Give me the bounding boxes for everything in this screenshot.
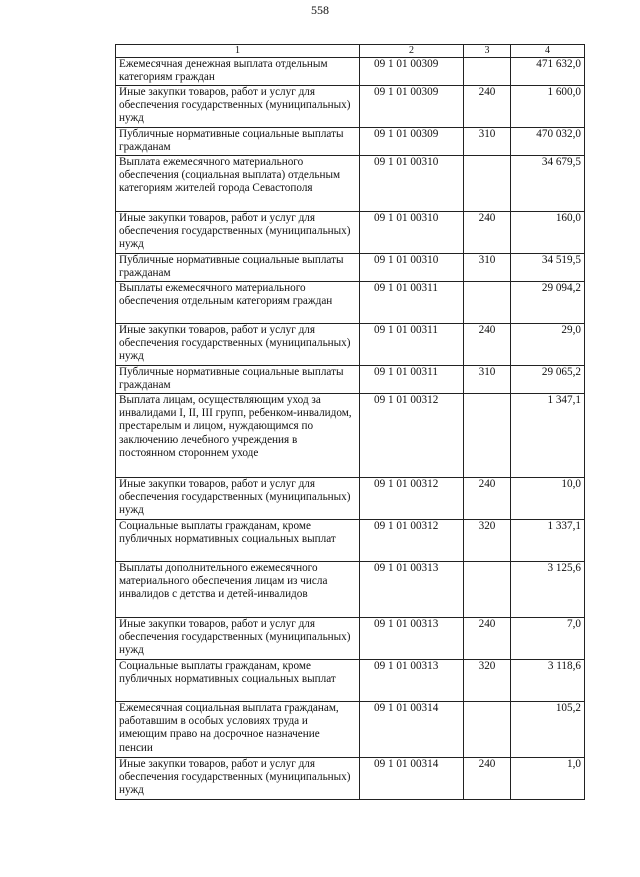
row-code: 09 1 01 00311 — [360, 366, 464, 394]
row-expense-type: 320 — [464, 660, 511, 702]
table-row — [116, 212, 585, 254]
row-amount: 3 118,6 — [511, 660, 585, 702]
table-row — [116, 324, 585, 366]
row-expense-type: 240 — [464, 324, 511, 366]
table-row — [116, 156, 585, 212]
column-number-row — [116, 45, 585, 58]
table-row — [116, 128, 585, 156]
row-amount: 105,2 — [511, 702, 585, 758]
row-expense-type — [464, 58, 511, 86]
row-amount: 7,0 — [511, 618, 585, 660]
row-name: Ежемесячная денежная выплата отдельным категориям граждан — [116, 58, 360, 86]
row-code: 09 1 01 00310 — [360, 212, 464, 254]
row-amount: 29 065,2 — [511, 366, 585, 394]
table-row — [116, 562, 585, 618]
table-row — [116, 618, 585, 660]
row-amount: 3 125,6 — [511, 562, 585, 618]
row-code: 09 1 01 00314 — [360, 702, 464, 758]
table-row — [116, 520, 585, 562]
row-code: 09 1 01 00312 — [360, 394, 464, 478]
row-expense-type: 240 — [464, 618, 511, 660]
row-code: 09 1 01 00309 — [360, 58, 464, 86]
row-expense-type — [464, 282, 511, 324]
row-amount: 29,0 — [511, 324, 585, 366]
row-expense-type — [464, 702, 511, 758]
table-row — [116, 86, 585, 128]
row-code: 09 1 01 00310 — [360, 156, 464, 212]
row-name: Выплата лицам, осуществляющим уход за инвалидами I, II, III групп, ребенком-инвалидом, престарелым и лицом, нуждающимся по заключению лечебного учреждения в постоянном стороннем уходе — [116, 394, 360, 478]
row-name: Социальные выплаты гражданам, кроме публичных нормативных социальных выплат — [116, 660, 360, 702]
table-row — [116, 254, 585, 282]
page-number: 558 — [311, 3, 329, 17]
row-expense-type: 240 — [464, 212, 511, 254]
row-name: Социальные выплаты гражданам, кроме публичных нормативных социальных выплат — [116, 520, 360, 562]
row-name: Иные закупки товаров, работ и услуг для обеспечения государственных (муниципальных) нужд — [116, 212, 360, 254]
row-name: Выплаты дополнительного ежемесячного материального обеспечения лицам из числа инвалидов с детства и детей-инвалидов — [116, 562, 360, 618]
column-number-3: 3 — [464, 45, 511, 58]
row-code: 09 1 01 00312 — [360, 478, 464, 520]
row-expense-type: 240 — [464, 478, 511, 520]
row-expense-type: 310 — [464, 366, 511, 394]
budget-table — [115, 44, 585, 800]
row-name: Иные закупки товаров, работ и услуг для обеспечения государственных (муниципальных) нужд — [116, 86, 360, 128]
row-code: 09 1 01 00310 — [360, 254, 464, 282]
row-name: Публичные нормативные социальные выплаты гражданам — [116, 128, 360, 156]
row-expense-type: 240 — [464, 758, 511, 800]
row-code: 09 1 01 00309 — [360, 86, 464, 128]
row-expense-type — [464, 156, 511, 212]
column-number-4: 4 — [511, 45, 585, 58]
row-code: 09 1 01 00313 — [360, 618, 464, 660]
row-code: 09 1 01 00311 — [360, 324, 464, 366]
table-row — [116, 702, 585, 758]
row-code: 09 1 01 00311 — [360, 282, 464, 324]
row-code: 09 1 01 00313 — [360, 562, 464, 618]
row-amount: 10,0 — [511, 478, 585, 520]
row-name: Выплата ежемесячного материального обеспечения (социальная выплата) отдельным категориям жителей города Севастополя — [116, 156, 360, 212]
table-row — [116, 758, 585, 800]
row-amount: 471 632,0 — [511, 58, 585, 86]
row-expense-type: 310 — [464, 128, 511, 156]
row-name: Выплаты ежемесячного материального обеспечения отдельным категориям граждан — [116, 282, 360, 324]
row-name: Иные закупки товаров, работ и услуг для обеспечения государственных (муниципальных) нужд — [116, 324, 360, 366]
row-name: Иные закупки товаров, работ и услуг для обеспечения государственных (муниципальных) нужд — [116, 478, 360, 520]
row-expense-type: 310 — [464, 254, 511, 282]
row-amount: 470 032,0 — [511, 128, 585, 156]
row-name: Публичные нормативные социальные выплаты гражданам — [116, 254, 360, 282]
table-row — [116, 394, 585, 478]
row-name: Публичные нормативные социальные выплаты гражданам — [116, 366, 360, 394]
column-number-2: 2 — [360, 45, 464, 58]
row-name: Иные закупки товаров, работ и услуг для обеспечения государственных (муниципальных) нужд — [116, 758, 360, 800]
table-row — [116, 660, 585, 702]
row-expense-type — [464, 394, 511, 478]
row-amount: 29 094,2 — [511, 282, 585, 324]
row-name: Иные закупки товаров, работ и услуг для обеспечения государственных (муниципальных) нужд — [116, 618, 360, 660]
row-code: 09 1 01 00313 — [360, 660, 464, 702]
table-row — [116, 282, 585, 324]
row-expense-type: 320 — [464, 520, 511, 562]
row-code: 09 1 01 00314 — [360, 758, 464, 800]
row-amount: 1 347,1 — [511, 394, 585, 478]
column-number-1: 1 — [116, 45, 360, 58]
row-amount: 160,0 — [511, 212, 585, 254]
row-amount: 1,0 — [511, 758, 585, 800]
row-amount: 1 337,1 — [511, 520, 585, 562]
row-expense-type: 240 — [464, 86, 511, 128]
table-body — [116, 45, 585, 800]
row-code: 09 1 01 00309 — [360, 128, 464, 156]
row-amount: 34 519,5 — [511, 254, 585, 282]
row-expense-type — [464, 562, 511, 618]
row-name: Ежемесячная социальная выплата гражданам, работавшим в особых условиях труда и имеющим право на досрочное назначение пенсии — [116, 702, 360, 758]
row-amount: 34 679,5 — [511, 156, 585, 212]
row-code: 09 1 01 00312 — [360, 520, 464, 562]
table-row — [116, 478, 585, 520]
table-row — [116, 366, 585, 394]
table-row — [116, 58, 585, 86]
row-amount: 1 600,0 — [511, 86, 585, 128]
